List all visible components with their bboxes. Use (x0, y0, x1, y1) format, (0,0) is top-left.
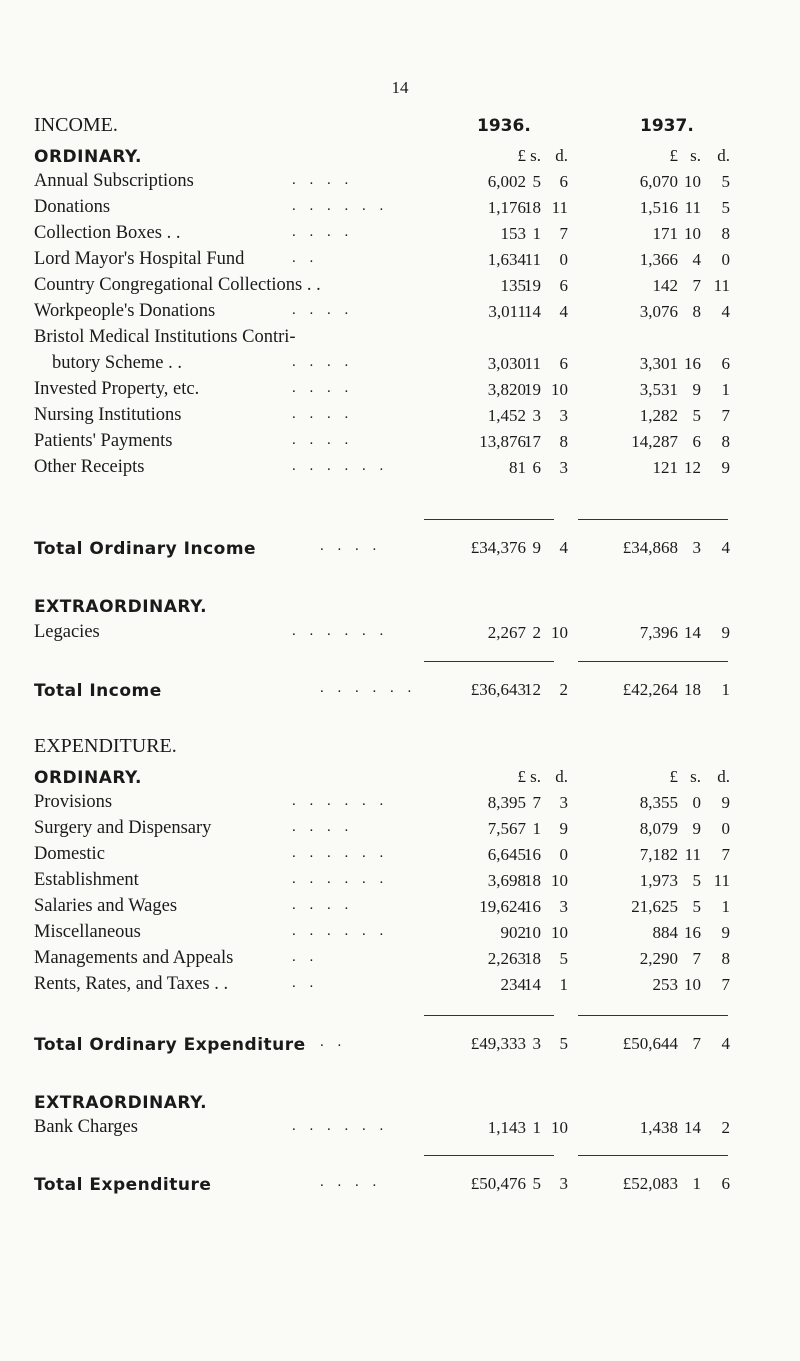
row-label: Miscellaneous (34, 922, 141, 942)
pounds-1937: £42,264 (622, 680, 678, 699)
pence-1937: 1 (721, 380, 730, 399)
shillings-1937: 16 (684, 923, 701, 942)
pounds-1937: 142 (652, 276, 678, 295)
pounds-1936: 153 (500, 224, 526, 243)
shillings-1937: 5 (692, 897, 701, 916)
pounds-1937: 3,301 (639, 354, 678, 373)
expenditure-row (0, 946, 800, 972)
pounds-1937: 3,076 (639, 302, 678, 321)
income-row (0, 299, 800, 325)
pence-1937: 7 (721, 845, 730, 864)
leader-dots: . . . . . . (292, 623, 389, 639)
pence-1937: 8 (721, 432, 730, 451)
row-label: Collection Boxes . . (34, 223, 181, 243)
income-row (0, 377, 800, 403)
expenditure-row (0, 972, 800, 998)
pounds-1936: 3,698 (487, 871, 526, 890)
leader-dots: . . . . . . (292, 1118, 389, 1134)
shillings-1936: 6 (532, 458, 541, 477)
pence-1937: 4 (721, 538, 730, 557)
rule-1937 (578, 1015, 728, 1016)
row-label: Domestic (34, 844, 105, 864)
pence-1937: 6 (721, 354, 730, 373)
shillings-1937: s. (690, 767, 701, 786)
legacies-row (0, 620, 800, 646)
pence-1936: 2 (559, 680, 568, 699)
pence-1937: d. (717, 146, 730, 165)
expenditure-row (0, 816, 800, 842)
rule-1937 (578, 1155, 728, 1156)
pounds-1936: £ (517, 767, 526, 786)
income-row (0, 221, 800, 247)
pounds-1936: 902 (500, 923, 526, 942)
pounds-1937: 171 (652, 224, 678, 243)
pounds-1936: 3,030 (487, 354, 526, 373)
shillings-1936: 14 (524, 975, 541, 994)
pence-1937: 11 (713, 871, 730, 890)
pence-1936: 10 (551, 1118, 568, 1137)
expenditure-row (0, 920, 800, 946)
pence-1937: 11 (713, 276, 730, 295)
bank-charges-row (0, 1115, 800, 1141)
row-label: Legacies (34, 622, 100, 642)
row-label: Surgery and Dispensary (34, 818, 212, 838)
leader-dots: . . (292, 949, 319, 965)
income-heading: INCOME. (34, 114, 118, 136)
pence-1936: 9 (559, 819, 568, 838)
row-label: Rents, Rates, and Taxes . . (34, 974, 229, 994)
pounds-1936: £49,333 (470, 1034, 526, 1053)
leader-dots: . . . . (292, 819, 354, 835)
income-header (0, 114, 800, 140)
pence-1936: 6 (559, 354, 568, 373)
pounds-1937: 3,531 (639, 380, 678, 399)
pence-1937: 0 (721, 819, 730, 838)
shillings-1937: 11 (684, 198, 701, 217)
income-row (0, 325, 800, 351)
expenditure-extraordinary-heading (0, 1089, 800, 1115)
row-label: Bristol Medical Institutions Contri- (34, 327, 296, 347)
shillings-1936: 19 (524, 380, 541, 399)
pence-1936: d. (555, 146, 568, 165)
year-1936: 1936. (477, 116, 531, 136)
rule-1936 (424, 1015, 554, 1016)
pence-1937: 0 (721, 250, 730, 269)
shillings-1936: 2 (532, 623, 541, 642)
pence-1937: 2 (721, 1118, 730, 1137)
pounds-1937: 1,516 (639, 198, 678, 217)
shillings-1937: 3 (692, 538, 701, 557)
pounds-1937: 6,070 (639, 172, 678, 191)
rule-1936 (424, 519, 554, 520)
shillings-1936: 3 (532, 406, 541, 425)
income-row (0, 351, 800, 377)
rule-1936 (424, 1155, 554, 1156)
shillings-1936: 19 (524, 276, 541, 295)
pence-1936: 6 (559, 276, 568, 295)
shillings-1936: 10 (524, 923, 541, 942)
income-row (0, 169, 800, 195)
leader-dots: . . . . . . (292, 458, 389, 474)
pence-1936: 4 (559, 302, 568, 321)
total-ordinary-income (0, 535, 800, 561)
pence-1936: 0 (559, 845, 568, 864)
shillings-1937: 5 (692, 871, 701, 890)
pounds-1937: 7,182 (639, 845, 678, 864)
section-heading: ORDINARY. (34, 768, 142, 788)
pounds-1936: £ (517, 146, 526, 165)
row-label: Salaries and Wages (34, 896, 178, 916)
expenditure-row (0, 790, 800, 816)
pence-1937: d. (717, 767, 730, 786)
rule-1937 (578, 519, 728, 520)
pounds-1936: 2,263 (487, 949, 526, 968)
shillings-1936: 18 (524, 871, 541, 890)
pence-1937: 9 (721, 458, 730, 477)
pence-1936: 4 (559, 538, 568, 557)
shillings-1937: s. (690, 146, 701, 165)
shillings-1937: 16 (684, 354, 701, 373)
pence-1937: 4 (721, 1034, 730, 1053)
row-label: Total Ordinary Expenditure (34, 1035, 306, 1055)
pence-1936: 5 (559, 1034, 568, 1053)
pounds-1936: 3,011 (488, 302, 526, 321)
shillings-1937: 10 (684, 172, 701, 191)
shillings-1936: 3 (532, 1034, 541, 1053)
page-number: 14 (391, 78, 409, 97)
row-label: Annual Subscriptions (34, 171, 194, 191)
pounds-1937: 1,366 (639, 250, 678, 269)
shillings-1936: 1 (532, 224, 541, 243)
pounds-1936: 1,176 (487, 198, 526, 217)
pounds-1937: £52,083 (622, 1174, 678, 1193)
income-row (0, 403, 800, 429)
leader-dots: . . . . (292, 224, 354, 240)
leader-dots: . . . . (292, 172, 354, 188)
shillings-1936: s. (530, 146, 541, 165)
shillings-1936: 16 (524, 845, 541, 864)
pence-1936: 3 (559, 458, 568, 477)
pounds-1936: 1,452 (487, 406, 526, 425)
pence-1936: 10 (551, 923, 568, 942)
rule-1936 (424, 661, 554, 662)
pence-1937: 8 (721, 949, 730, 968)
pounds-1936: 7,567 (487, 819, 526, 838)
pounds-1936: 81 (509, 458, 526, 477)
shillings-1937: 12 (684, 458, 701, 477)
pounds-1936: 1,634 (487, 250, 526, 269)
shillings-1937: 7 (692, 949, 701, 968)
leader-dots: . . . . . . (292, 871, 389, 887)
shillings-1937: 14 (684, 1118, 701, 1137)
leader-dots: . . . . . . (292, 845, 389, 861)
pence-1936: 5 (559, 949, 568, 968)
row-label: Bank Charges (34, 1117, 138, 1137)
expenditure-row (0, 842, 800, 868)
expenditure-row (0, 868, 800, 894)
pounds-1937: £ (669, 767, 678, 786)
pence-1937: 4 (721, 302, 730, 321)
shillings-1937: 14 (684, 623, 701, 642)
row-label: Nursing Institutions (34, 405, 182, 425)
leader-dots: . . . . . . (292, 793, 389, 809)
section-heading: EXTRAORDINARY. (34, 597, 208, 617)
shillings-1936: 16 (524, 897, 541, 916)
row-label: butory Scheme . . (52, 353, 182, 373)
section-heading: EXTRAORDINARY. (34, 1093, 208, 1113)
row-label: Total Income (34, 681, 162, 701)
shillings-1937: 18 (684, 680, 701, 699)
row-label: Managements and Appeals (34, 948, 234, 968)
pounds-1936: 135 (500, 276, 526, 295)
shillings-1937: 10 (684, 224, 701, 243)
pounds-1936: 6,645 (487, 845, 526, 864)
pounds-1937: 14,287 (631, 432, 678, 451)
leader-dots: . . . . (292, 380, 354, 396)
shillings-1936: 7 (532, 793, 541, 812)
pence-1936: 3 (559, 406, 568, 425)
shillings-1937: 11 (684, 845, 701, 864)
shillings-1936: 1 (532, 819, 541, 838)
shillings-1936: 9 (532, 538, 541, 557)
pounds-1937: 7,396 (639, 623, 678, 642)
row-label: Total Ordinary Income (34, 539, 257, 559)
leader-dots: . . . . (320, 1174, 382, 1190)
income-row (0, 273, 800, 299)
pence-1937: 1 (721, 897, 730, 916)
income-row (0, 455, 800, 481)
pence-1936: 3 (559, 1174, 568, 1193)
pounds-1937: £50,644 (622, 1034, 678, 1053)
leader-dots: . . (320, 1034, 347, 1050)
pence-1936: 0 (559, 250, 568, 269)
shillings-1936: 1 (532, 1118, 541, 1137)
pence-1936: 10 (551, 871, 568, 890)
pounds-1936: 1,143 (487, 1118, 526, 1137)
pence-1936: 3 (559, 793, 568, 812)
pounds-1936: 234 (500, 975, 526, 994)
pence-1937: 5 (721, 172, 730, 191)
pounds-1936: 3,820 (487, 380, 526, 399)
rule-1937 (578, 661, 728, 662)
year-1937: 1937. (640, 116, 694, 136)
income-row (0, 195, 800, 221)
leader-dots: . . . . (292, 302, 354, 318)
pounds-1937: 8,079 (639, 819, 678, 838)
row-label: Country Congregational Collections . . (34, 275, 321, 295)
total-ordinary-expenditure (0, 1031, 800, 1057)
leader-dots: . . . . (292, 354, 354, 370)
shillings-1936: 11 (524, 250, 541, 269)
pounds-1937: 253 (652, 975, 678, 994)
shillings-1936: 11 (524, 354, 541, 373)
pence-1936: 7 (559, 224, 568, 243)
leader-dots: . . . . . . (320, 680, 417, 696)
leader-dots: . . . . (292, 432, 354, 448)
pounds-1937: 2,290 (639, 949, 678, 968)
pence-1937: 9 (721, 623, 730, 642)
shillings-1936: 5 (532, 172, 541, 191)
pence-1936: 11 (551, 198, 568, 217)
shillings-1936: 18 (524, 949, 541, 968)
shillings-1936: 17 (524, 432, 541, 451)
shillings-1937: 9 (692, 380, 701, 399)
pence-1936: 6 (559, 172, 568, 191)
pence-1937: 7 (721, 406, 730, 425)
row-label: Establishment (34, 870, 139, 890)
shillings-1937: 7 (692, 276, 701, 295)
pounds-1936: 6,002 (487, 172, 526, 191)
pounds-1936: £50,476 (470, 1174, 526, 1193)
expenditure-column-headings (0, 764, 800, 790)
row-label: Total Expenditure (34, 1175, 212, 1195)
pence-1936: d. (555, 767, 568, 786)
shillings-1937: 9 (692, 819, 701, 838)
income-column-headings (0, 143, 800, 169)
income-extraordinary-heading (0, 593, 800, 619)
pounds-1936: 2,267 (487, 623, 526, 642)
pounds-1936: £34,376 (470, 538, 526, 557)
shillings-1937: 1 (692, 1174, 701, 1193)
pence-1937: 9 (721, 923, 730, 942)
total-expenditure (0, 1171, 800, 1197)
income-row (0, 429, 800, 455)
pounds-1937: £ (669, 146, 678, 165)
leader-dots: . . (292, 250, 319, 266)
shillings-1937: 0 (692, 793, 701, 812)
pence-1937: 6 (721, 1174, 730, 1193)
pence-1936: 8 (559, 432, 568, 451)
pence-1936: 1 (559, 975, 568, 994)
shillings-1936: s. (530, 767, 541, 786)
pence-1937: 9 (721, 793, 730, 812)
pounds-1936: 13,876 (479, 432, 526, 451)
shillings-1936: 12 (524, 680, 541, 699)
pence-1937: 5 (721, 198, 730, 217)
pounds-1936: 19,624 (479, 897, 526, 916)
total-income (0, 677, 800, 703)
row-label: Workpeople's Donations (34, 301, 216, 321)
pounds-1937: 1,973 (639, 871, 678, 890)
shillings-1937: 4 (692, 250, 701, 269)
pence-1937: 8 (721, 224, 730, 243)
row-label: Provisions (34, 792, 113, 812)
shillings-1937: 6 (692, 432, 701, 451)
leader-dots: . . . . (292, 406, 354, 422)
pounds-1937: 21,625 (631, 897, 678, 916)
leader-dots: . . . . (320, 538, 382, 554)
row-label: Invested Property, etc. (34, 379, 200, 399)
shillings-1937: 5 (692, 406, 701, 425)
pounds-1937: £34,868 (622, 538, 678, 557)
shillings-1936: 18 (524, 198, 541, 217)
pence-1936: 10 (551, 623, 568, 642)
income-row (0, 247, 800, 273)
shillings-1937: 8 (692, 302, 701, 321)
leader-dots: . . . . (292, 897, 354, 913)
row-label: Other Receipts (34, 457, 145, 477)
pounds-1937: 884 (652, 923, 678, 942)
shillings-1937: 7 (692, 1034, 701, 1053)
pence-1937: 7 (721, 975, 730, 994)
pence-1937: 1 (721, 680, 730, 699)
leader-dots: . . . . . . (292, 198, 389, 214)
pounds-1936: 8,395 (487, 793, 526, 812)
pence-1936: 3 (559, 897, 568, 916)
shillings-1936: 14 (524, 302, 541, 321)
row-label: Donations (34, 197, 111, 217)
shillings-1937: 10 (684, 975, 701, 994)
leader-dots: . . (292, 975, 319, 991)
pounds-1936: £36,643 (470, 680, 526, 699)
pounds-1937: 1,282 (639, 406, 678, 425)
leader-dots: . . . . . . (292, 923, 389, 939)
pence-1936: 10 (551, 380, 568, 399)
expenditure-header (0, 735, 800, 761)
expenditure-row (0, 894, 800, 920)
shillings-1936: 5 (532, 1174, 541, 1193)
pounds-1937: 1,438 (639, 1118, 678, 1137)
pounds-1937: 8,355 (639, 793, 678, 812)
expenditure-heading: EXPENDITURE. (34, 735, 177, 757)
section-heading: ORDINARY. (34, 147, 142, 167)
pounds-1937: 121 (652, 458, 678, 477)
row-label: Patients' Payments (34, 431, 173, 451)
row-label: Lord Mayor's Hospital Fund (34, 249, 245, 269)
